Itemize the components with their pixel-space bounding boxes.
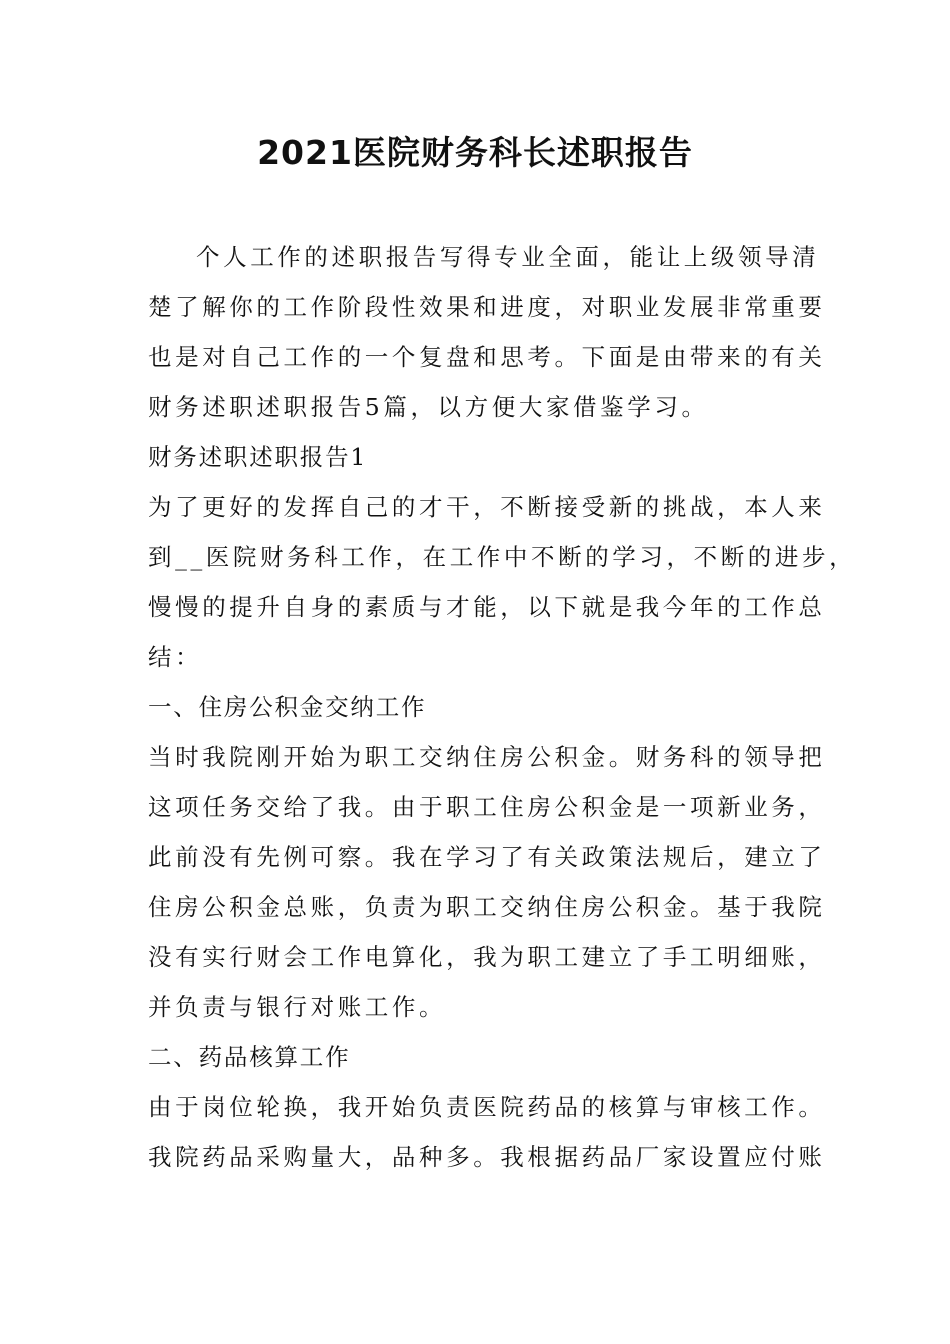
- paragraph-line: 我院药品采购量大，品种多。我根据药品厂家设置应付账: [148, 1143, 826, 1171]
- document-title: 2021医院财务科长述职报告: [257, 133, 693, 172]
- intro-paragraph-line: 财务述职述职报告5篇，以方便大家借鉴学习。: [148, 393, 709, 421]
- intro-paragraph-line: 楚了解你的工作阶段性效果和进度，对职业发展非常重要: [148, 293, 826, 321]
- paragraph-line: 由于岗位轮换，我开始负责医院药品的核算与审核工作。: [148, 1093, 826, 1121]
- paragraph-line: 住房公积金总账，负责为职工交纳住房公积金。基于我院: [148, 893, 826, 921]
- intro-paragraph-line: 也是对自己工作的一个复盘和思考。下面是由带来的有关: [148, 343, 826, 371]
- section-heading: 财务述职述职报告1: [148, 443, 368, 471]
- section-heading: 二、药品核算工作: [148, 1043, 351, 1071]
- paragraph-line: 此前没有先例可察。我在学习了有关政策法规后，建立了: [148, 843, 826, 871]
- paragraph-line: 到__医院财务科工作，在工作中不断的学习，不断的进步，: [148, 543, 857, 571]
- paragraph-line: 为了更好的发挥自己的才干，不断接受新的挑战，本人来: [148, 493, 826, 521]
- section-heading: 一、住房公积金交纳工作: [148, 693, 427, 721]
- paragraph-line: 当时我院刚开始为职工交纳住房公积金。财务科的领导把: [148, 743, 826, 771]
- intro-paragraph-line: 个人工作的述职报告写得专业全面，能让上级领导清: [196, 243, 820, 271]
- paragraph-line: 并负责与银行对账工作。: [148, 993, 447, 1021]
- paragraph-line: 结：: [148, 643, 203, 671]
- paragraph-line: 没有实行财会工作电算化，我为职工建立了手工明细账，: [148, 943, 826, 971]
- paragraph-line: 这项任务交给了我。由于职工住房公积金是一项新业务，: [148, 793, 826, 821]
- paragraph-line: 慢慢的提升自身的素质与才能，以下就是我今年的工作总: [148, 593, 826, 621]
